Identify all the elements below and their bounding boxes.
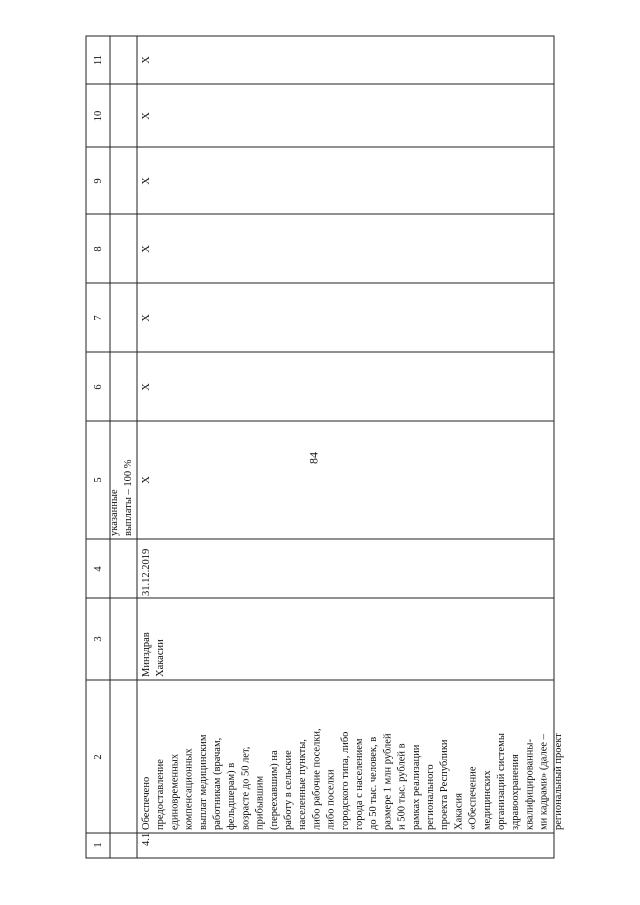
- page-number-text: 84: [306, 452, 321, 464]
- mark-col-7: X: [141, 314, 152, 322]
- description-line: региональный проект: [552, 733, 564, 830]
- header-num-10: 10: [93, 110, 104, 122]
- description-line: размере 1 млн рублей: [382, 733, 394, 830]
- description-line: «Обеспечение: [467, 766, 479, 830]
- description-line: работу в сельские: [283, 750, 294, 830]
- mark-col-10: X: [141, 112, 152, 120]
- header-num-5: 5: [93, 477, 104, 483]
- description-line: работникам (врачам,: [212, 737, 223, 830]
- header-num-3: 3: [93, 636, 104, 642]
- header-num-9: 9: [93, 178, 104, 184]
- header-num-4: 4: [93, 566, 104, 572]
- header-num-2: 2: [93, 754, 104, 760]
- description-line: единовременных: [169, 753, 181, 830]
- description-line: компенсационных: [183, 748, 195, 830]
- mark-col-11: X: [141, 56, 152, 64]
- description-line: предоставление: [155, 759, 167, 830]
- description-line: регионального: [425, 764, 436, 830]
- description-line: возрасте до 50 лет,: [240, 746, 252, 830]
- col5-note-line: выплаты – 100 %: [123, 459, 135, 536]
- responsible-line: Хакасии: [155, 639, 167, 677]
- description-line: прибывшим: [254, 775, 266, 830]
- header-num-6: 6: [93, 384, 104, 390]
- header-num-7: 7: [93, 315, 104, 321]
- header-numbers: [93, 55, 104, 848]
- description-line: фельдшерам) в: [226, 762, 238, 830]
- row-description: [141, 728, 564, 830]
- description-line: до 50 тыс. человек, в: [368, 736, 380, 830]
- description-line: населенные пункты,: [297, 739, 309, 830]
- row-date: 31.12.2019: [141, 548, 152, 596]
- row-number: 4.1: [141, 832, 152, 846]
- row-responsible: [141, 632, 166, 677]
- mark-col-8: X: [141, 245, 152, 253]
- description-line: города с населением: [354, 738, 365, 830]
- description-line: либо рабочие поселки,: [311, 728, 323, 830]
- header-num-11: 11: [93, 54, 104, 66]
- description-line: организаций системы: [496, 733, 507, 830]
- col5-mark: X: [141, 476, 152, 484]
- mark-col-6: X: [141, 383, 152, 391]
- description-line: либо поселки: [325, 769, 337, 830]
- description-line: Обеспечено: [141, 776, 152, 830]
- col5-note: [109, 459, 134, 536]
- description-line: и 500 тыс. рублей в: [396, 743, 408, 830]
- description-line: медицинских: [481, 770, 493, 830]
- description-line: квалифицированны-: [524, 739, 536, 830]
- responsible-line: Минздрав: [141, 632, 152, 677]
- col5-note-line: указанные: [109, 489, 120, 536]
- header-num-1: 1: [93, 842, 104, 848]
- header-num-8: 8: [93, 246, 104, 252]
- description-line: рамках реализации: [410, 744, 422, 830]
- description-line: выплат медицинским: [197, 734, 209, 830]
- mark-col-9: X: [141, 177, 152, 185]
- description-line: Хакасия: [453, 793, 465, 830]
- description-line: (переехавшим) на: [268, 750, 280, 830]
- description-line: проекта Республики: [439, 739, 451, 830]
- description-line: ми кадрами» (далее –: [538, 734, 550, 830]
- description-line: городского типа, либо: [339, 731, 351, 830]
- description-line: здравоохранения: [510, 754, 522, 830]
